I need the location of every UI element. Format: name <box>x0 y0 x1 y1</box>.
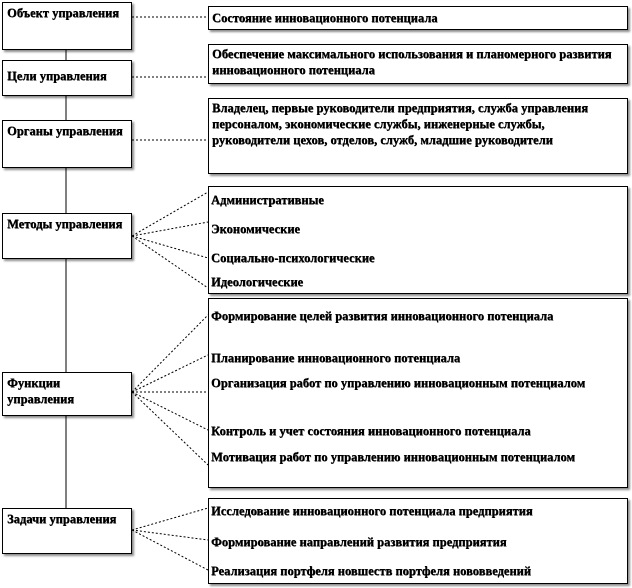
method-item: Экономические <box>211 222 300 236</box>
task-item: Формирование направлений развития предприятия <box>211 535 507 549</box>
organs-label: Органы управления <box>7 124 123 138</box>
organs-desc-box <box>208 98 628 174</box>
function-item: Контроль и учет состояния инновационного потенциала <box>211 424 531 438</box>
function-item: Мотивация работ по управлению инновационным потенциалом <box>211 450 575 464</box>
method-item: Административные <box>211 193 324 207</box>
organs-box <box>2 120 132 168</box>
goals-box <box>2 60 132 96</box>
goals-desc: Обеспечение максимального использования и планомерного развития инновационного потенциала <box>212 47 612 77</box>
function-item: Организация работ по управлению инновационным потенциалом <box>211 376 586 390</box>
organs-desc: Владелец, первые руководители предприятия, служба управления персоналом, экономические службы, инженерные службы, руководители цехов, отделов, служб, младшие руководители <box>212 101 588 147</box>
object-desc-box <box>208 6 628 30</box>
functions-box <box>2 372 132 416</box>
connector-methods <box>132 192 208 288</box>
task-item: Исследование инновационного потенциала предприятия <box>211 504 533 518</box>
function-item: Планирование инновационного потенциала <box>211 351 461 365</box>
goals-label: Цели управления <box>7 69 107 83</box>
object-desc: Состояние инновационного потенциала <box>212 11 438 25</box>
tasks-label: Задачи управления <box>7 512 117 526</box>
method-item: Идеологические <box>211 275 304 289</box>
object-box <box>2 2 132 50</box>
functions-label: Функции управления <box>7 376 74 406</box>
object-label: Объект управления <box>7 6 119 20</box>
goals-desc-box <box>208 44 628 84</box>
tasks-box <box>2 508 132 554</box>
methods-box <box>2 213 132 259</box>
task-item: Реализация портфеля новшеств портфеля нововведений <box>211 564 531 578</box>
function-item: Формирование целей развития инновационного потенциала <box>211 309 554 323</box>
connector-functions <box>132 315 208 465</box>
connector-tasks <box>132 508 208 570</box>
method-item: Социально-психологические <box>211 251 375 265</box>
methods-label: Методы управления <box>7 217 123 231</box>
